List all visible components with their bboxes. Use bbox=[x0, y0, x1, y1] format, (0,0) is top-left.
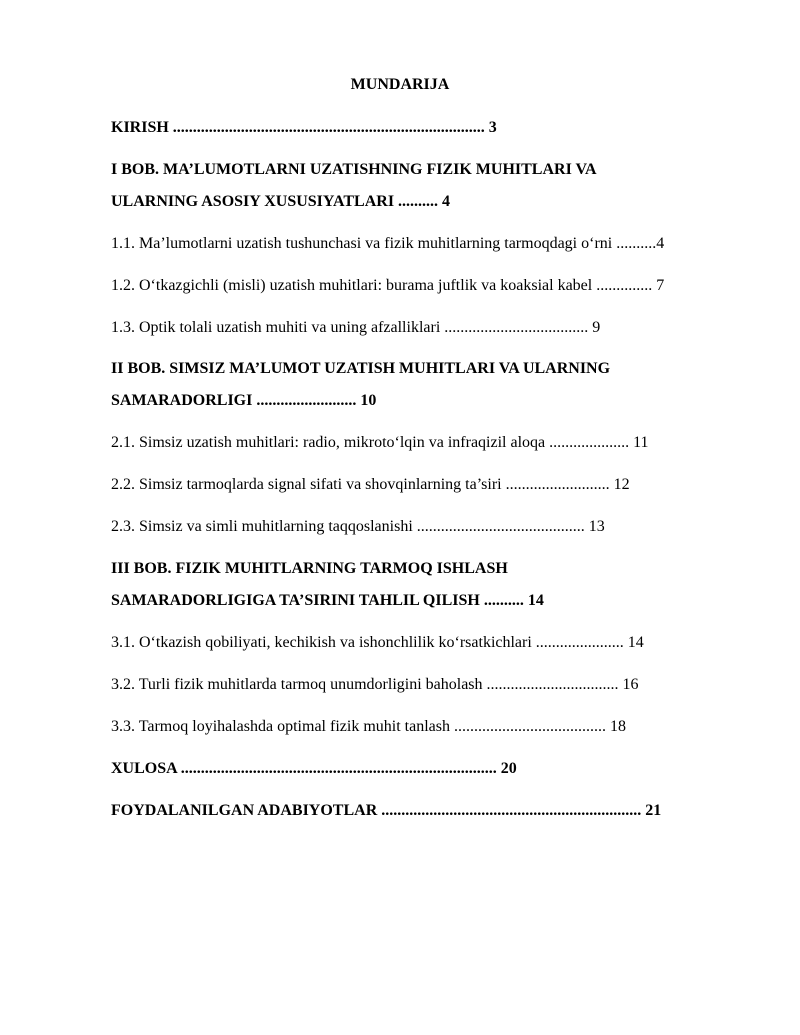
toc-section-1-2: 1.2. O‘tkazgichli (misli) uzatish muhitlari: burama juftlik va koaksial kabel .............. 7 bbox=[111, 277, 665, 294]
toc-chapter-3-line-2: SAMARADORLIGIGA TA’SIRINI TAHLIL QILISH .......... 14 bbox=[111, 592, 544, 609]
toc-entry-references: FOYDALANILGAN ADABIYOTLAR ................................................................. 21 bbox=[111, 802, 662, 819]
toc-chapter-3-line-1: III BOB. FIZIK MUHITLARNING TARMOQ ISHLASH bbox=[111, 560, 508, 577]
toc-chapter-1-line-2: ULARNING ASOSIY XUSUSIYATLARI .......... 4 bbox=[111, 193, 451, 210]
toc-section-2-1: 2.1. Simsiz uzatish muhitlari: radio, mikroto‘lqin va infraqizil aloqa .................... 11 bbox=[111, 434, 649, 451]
toc-section-1-3: 1.3. Optik tolali uzatish muhiti va uning afzalliklari .................................... 9 bbox=[111, 319, 601, 336]
toc-section-2-3: 2.3. Simsiz va simli muhitlarning taqqoslanishi .......................................... 13 bbox=[111, 518, 605, 535]
toc-chapter-2-line-1: II BOB. SIMSIZ MA’LUMOT UZATISH MUHITLARI VA ULARNING bbox=[111, 360, 611, 377]
toc-title: MUNDARIJA bbox=[350, 76, 450, 93]
toc-section-3-1: 3.1. O‘tkazish qobiliyati, kechikish va ishonchlilik ko‘rsatkichlari ...................... 14 bbox=[111, 634, 644, 651]
toc-entry-conclusion: XULOSA ............................................................................... 20 bbox=[111, 760, 517, 777]
toc-section-3-3: 3.3. Tarmoq loyihalashda optimal fizik muhit tanlash ...................................... 18 bbox=[111, 718, 626, 735]
toc-section-1-1: 1.1. Ma’lumotlarni uzatish tushunchasi va fizik muhitlarning tarmoqdagi o‘rni ..........4 bbox=[111, 235, 665, 252]
toc-chapter-1-line-1: I BOB. MA’LUMOTLARNI UZATISHNING FIZIK MUHITLARI VA bbox=[111, 161, 597, 178]
toc-entry-introduction: KIRISH .............................................................................. 3 bbox=[111, 119, 497, 136]
toc-section-2-2: 2.2. Simsiz tarmoqlarda signal sifati va shovqinlarning ta’siri .......................... 12 bbox=[111, 476, 630, 493]
toc-chapter-2-line-2: SAMARADORLIGI ......................... 10 bbox=[111, 392, 377, 409]
toc-section-3-2: 3.2. Turli fizik muhitlarda tarmoq unumdorligini baholash ................................. 16 bbox=[111, 676, 639, 693]
